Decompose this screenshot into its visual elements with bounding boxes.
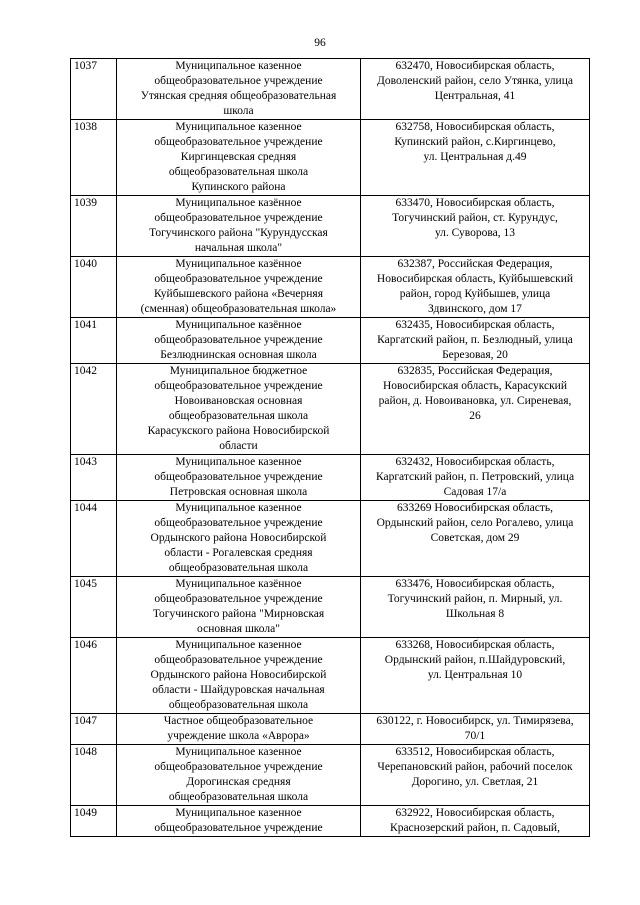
institution-address	[361, 501, 590, 577]
institution-address-text: 632922, Новосибирская область, Краснозерский район, п. Садовый,	[390, 807, 560, 834]
institution-name	[117, 257, 361, 318]
institution-address	[361, 455, 590, 501]
institution-address-text: 632835, Российская Федерация, Новосибирская область, Карасукский район, д. Новоивановка, ул. Сиреневая, 26	[378, 365, 572, 422]
institution-address-text: 633512, Новосибирская область, Черепановский район, рабочий поселок Дорогино, ул. Светлая, 21	[377, 746, 573, 788]
institution-address	[361, 577, 590, 638]
institutions-table-body	[71, 59, 590, 837]
institution-name-text: Муниципальное казенное общеобразовательное учреждение Петровская основная школа	[154, 456, 323, 498]
table-row	[71, 806, 590, 837]
institution-name	[117, 196, 361, 257]
row-number: 1048	[71, 745, 117, 806]
institution-address-text: 632470, Новосибирская область, Доволенский район, село Утянка, улица Центральная, 41	[377, 60, 573, 102]
institution-address-text: 632758, Новосибирская область, Купинский район, с.Киргинцево, ул. Центральная д.49	[394, 121, 556, 163]
table-row	[71, 196, 590, 257]
institution-address	[361, 196, 590, 257]
table-row	[71, 577, 590, 638]
institution-address	[361, 120, 590, 196]
institution-name-text: Муниципальное казённое общеобразовательное учреждение Тогучинского района "Курундусская начальная школа"	[149, 197, 328, 254]
institution-name	[117, 120, 361, 196]
institution-name	[117, 577, 361, 638]
row-number: 1040	[71, 257, 117, 318]
table-row	[71, 638, 590, 714]
institution-address	[361, 318, 590, 364]
table-row	[71, 257, 590, 318]
institution-name	[117, 745, 361, 806]
institutions-table	[70, 58, 590, 837]
institution-name-text: Частное общеобразовательное учреждение школа «Аврора»	[163, 715, 314, 742]
table-row	[71, 745, 590, 806]
institution-address-text: 632432, Новосибирская область, Каргатский район, п. Петровский, улица Садовая 17/а	[375, 456, 575, 498]
institution-name-text: Муниципальное казенное общеобразовательное учреждение Утянская средняя общеобразовательная школа	[140, 60, 337, 117]
institution-address-text: 633476, Новосибирская область, Тогучинский район, п. Мирный, ул. Школьная 8	[387, 578, 563, 620]
institution-name	[117, 714, 361, 745]
table-row	[71, 501, 590, 577]
institution-name-text: Муниципальное казённое общеобразовательное учреждение Безлюднинская основная школа	[154, 319, 323, 361]
row-number: 1045	[71, 577, 117, 638]
institution-name	[117, 364, 361, 455]
institution-address	[361, 806, 590, 837]
institution-name-text: Муниципальное казенное общеобразовательное учреждение Киргинцевская средняя общеобразовательная школа Купинского района	[154, 121, 323, 193]
institution-name	[117, 806, 361, 837]
institution-address	[361, 638, 590, 714]
table-row	[71, 120, 590, 196]
institution-address-text: 633268, Новосибирская область, Ордынский район, п.Шайдуровский, ул. Центральная 10	[384, 639, 566, 681]
institution-name-text: Муниципальное казенное общеобразовательное учреждение	[154, 807, 323, 834]
row-number: 1041	[71, 318, 117, 364]
institution-name-text: Муниципальное казенное общеобразовательное учреждение Ордынского района Новосибирской области - Шайдуровская начальная общеобразовательная школа	[150, 639, 327, 711]
institution-address	[361, 714, 590, 745]
row-number: 1049	[71, 806, 117, 837]
institution-name-text: Муниципальное казенное общеобразовательное учреждение Ордынского района Новосибирской области - Рогалевская средняя общеобразовательная школа	[150, 502, 327, 574]
table-row	[71, 714, 590, 745]
row-number: 1038	[71, 120, 117, 196]
institution-address	[361, 364, 590, 455]
institution-address-text: 633470, Новосибирская область, Тогучинский район, ст. Курундус, ул. Суворова, 13	[392, 197, 558, 239]
institution-name-text: Муниципальное казённое общеобразовательное учреждение Тогучинского района "Мирновская основная школа"	[152, 578, 325, 635]
row-number: 1037	[71, 59, 117, 120]
table-row	[71, 318, 590, 364]
institution-name-text: Муниципальное казённое общеобразовательное учреждение Куйбышевского района «Вечерняя (сменная) общеобразовательная школа»	[140, 258, 337, 315]
institution-name	[117, 455, 361, 501]
page-number: 96	[314, 37, 326, 49]
row-number: 1047	[71, 714, 117, 745]
row-number: 1039	[71, 196, 117, 257]
institution-address-text: 633269 Новосибирская область, Ордынский район, село Рогалево, улица Советская, дом 29	[376, 502, 574, 544]
table-row	[71, 455, 590, 501]
institution-address	[361, 257, 590, 318]
institution-address	[361, 745, 590, 806]
institution-name	[117, 501, 361, 577]
table-row	[71, 59, 590, 120]
institution-name	[117, 638, 361, 714]
row-number: 1042	[71, 364, 117, 455]
row-number: 1044	[71, 501, 117, 577]
row-number: 1046	[71, 638, 117, 714]
row-number: 1043	[71, 455, 117, 501]
institution-name-text: Муниципальное казенное общеобразовательное учреждение Дорогинская средняя общеобразовательная школа	[154, 746, 323, 803]
institution-name	[117, 59, 361, 120]
institution-address-text: 632387, Российская Федерация, Новосибирская область, Куйбышевский район, город Куйбышев, улица Здвинского, дом 17	[376, 258, 574, 315]
institution-address	[361, 59, 590, 120]
institution-name	[117, 318, 361, 364]
institution-name-text: Муниципальное бюджетное общеобразовательное учреждение Новоивановская основная общеобразовательная школа Карасукского района Новосибирской области	[147, 365, 330, 452]
table-row	[71, 364, 590, 455]
institution-address-text: 630122, г. Новосибирск, ул. Тимирязева, 70/1	[376, 715, 574, 742]
institution-address-text: 632435, Новосибирская область, Каргатский район, п. Безлюдный, улица Березовая, 20	[377, 319, 573, 361]
